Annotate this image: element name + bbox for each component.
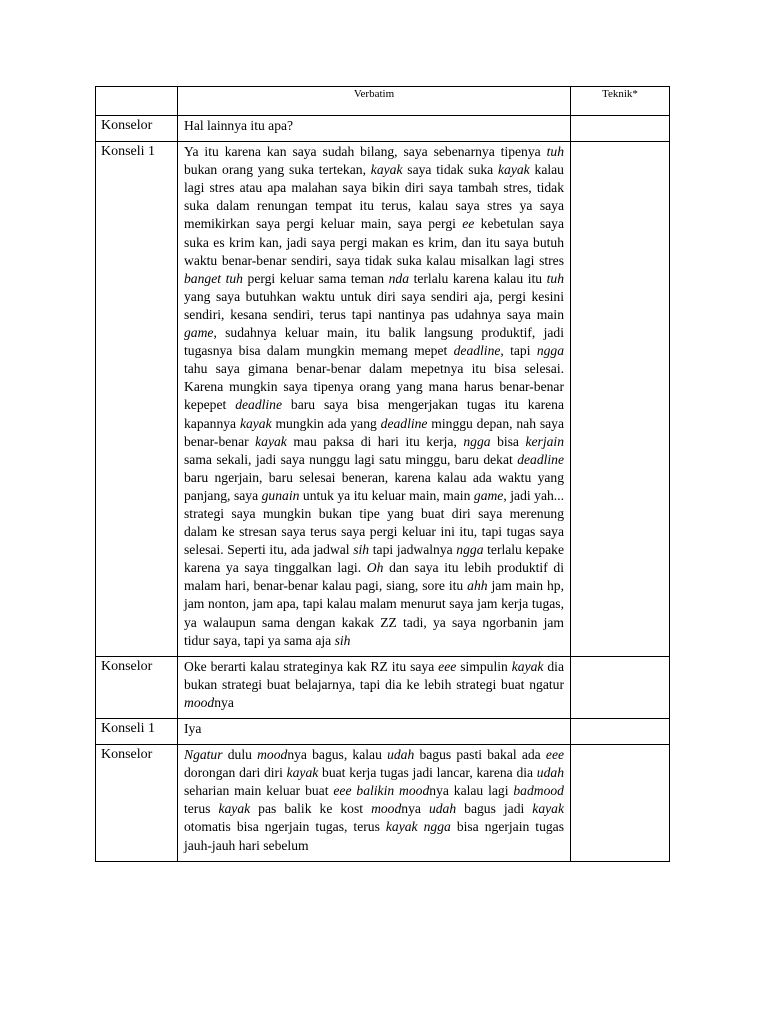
technique-cell [571,656,670,718]
speaker-cell: Konselor [96,745,178,862]
table-row [96,116,670,142]
verbatim-table [95,86,670,862]
verbatim-text: Oke berarti kalau strateginya kak RZ itu saya eee simpulin kayak dia bukan strategi buat belajarnya, tapi dia ke lebih strategi buat ngatur moodnya [178,656,571,718]
speaker-cell: Konselor [96,116,178,142]
table-header-row [96,87,670,116]
table-row [96,142,670,657]
speaker-cell: Konseli 1 [96,142,178,657]
verbatim-header: Verbatim [178,87,571,116]
verbatim-text: Hal lainnya itu apa? [178,116,571,142]
table-row [96,719,670,745]
technique-cell [571,719,670,745]
technique-cell [571,116,670,142]
table-row [96,745,670,862]
verbatim-text: Ya itu karena kan saya sudah bilang, saya sebenarnya tipenya tuh bukan orang yang suka tertekan, kayak saya tidak suka kayak kalau lagi stres atau apa malahan saya bikin diri saya tambah stres, tidak suka dalam renungan tempat itu terus, kalau saya stres ya saya memikirkan saya pergi keluar main, saya pergi ee kebetulan saya suka es krim kan, jadi saya pergi makan es krim, dan itu saya butuh waktu benar-benar sendiri, saya tidak suka kalau misalkan lagi stres banget tuh pergi keluar sama teman nda terlalu karena kalau itu tuh yang saya butuhkan waktu untuk diri saya sendiri aja, pergi kesini sendiri, kesana sendiri, terus tapi nantinya pas udahnya saya main game, sudahnya keluar main, itu balik langsung produktif, jadi tugasnya bisa dalam mungkin memang mepet deadline, tapi ngga tahu saya gimana benar-benar dalam mepetnya itu bisa selesai. Karena mungkin saya tipenya orang yang mana harus benar-benar kepepet deadline baru saya bisa mengerjakan tugas itu karena kapannya kayak mungkin ada yang deadline minggu depan, nah saya benar-benar kayak mau paksa di hari itu kerja, ngga bisa kerjain sama sekali, jadi saya nunggu lagi satu minggu, baru dekat deadline baru ngerjain, baru selesai beneran, karena kalau ada waktu yang panjang, saya gunain untuk ya itu keluar main, main game, jadi yah... strategi saya mungkin bukan tipe yang buat diri saya merenung dalam ke stresan saya terus saya pergi keluar ini itu, tapi tugas saya selesai. Seperti itu, ada jadwal sih tapi jadwalnya ngga terlalu kepake karena ya saya tinggalkan lagi. Oh dan saya itu lebih produktif di malam hari, benar-benar kalau pagi, siang, sore itu ahh jam main hp, jam nonton, jam apa, tapi kalau malam menurut saya jam kerja tugas, ya walaupun sama dengan kakak ZZ tadi, ya saya ngorbanin jam tidur saya, tapi ya sama aja sih [178,142,571,657]
table-row [96,656,670,718]
technique-cell [571,745,670,862]
technique-cell [571,142,670,657]
speaker-cell: Konselor [96,656,178,718]
verbatim-text: Iya [178,719,571,745]
speaker-cell: Konseli 1 [96,719,178,745]
speaker-header [96,87,178,116]
technique-header: Teknik* [571,87,670,116]
verbatim-text: Ngatur dulu moodnya bagus, kalau udah bagus pasti bakal ada eee dorongan dari diri kayak buat kerja tugas jadi lancar, karena dia udah seharian main keluar buat eee balikin moodnya kalau lagi badmood terus kayak pas balik ke kost moodnya udah bagus jadi kayak otomatis bisa ngerjain tugas, terus kayak ngga bisa ngerjain tugas jauh-jauh hari sebelum [178,745,571,862]
